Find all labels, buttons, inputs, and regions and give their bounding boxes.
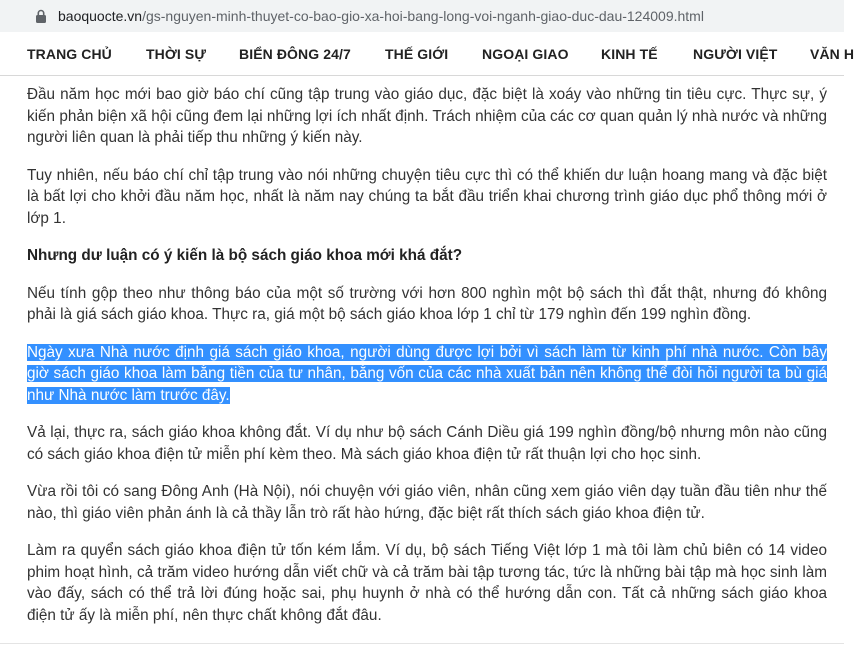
divider [0,643,844,644]
nav-item-nguoi-viet[interactable]: NGƯỜI VIỆT [693,46,778,62]
paragraph: Đầu năm học mới bao giờ báo chí cũng tập trung vào giáo dục, đặc biệt là xoáy vào những tin tiêu cực. Thực sự, ý kiến phản biện xã hội cũng đem lại những lợi ích nhất định. Trách nhiệm của các cơ quan quản lý nhà nước và những người liên quan là phải tiếp thu những ý kiến này. [27,86,827,146]
nav-item-ngoai-giao[interactable]: NGOẠI GIAO [482,46,569,62]
paragraph: Vả lại, thực ra, sách giáo khoa không đắt. Ví dụ như bộ sách Cánh Diều giá 199 nghìn đồng/bộ nhưng môn nào cũng có sách giáo khoa điện tử miễn phí kèm theo. Mà sách giáo khoa điện tử rất thuận lợi cho học sinh. [27,424,827,463]
nav-item-bien-dong[interactable]: BIỂN ĐÔNG 24/7 [239,46,351,62]
highlighted-paragraph[interactable] [27,342,827,407]
interview-question: Nhưng dư luận có ý kiến là bộ sách giáo khoa mới khá đắt? [27,247,463,264]
url-text[interactable] [58,7,704,25]
nav-item-van-hoa[interactable]: VĂN H [810,46,854,62]
nav-item-thoi-su[interactable]: THỜI SỰ [146,46,207,62]
nav-item-the-gioi[interactable]: THẾ GIỚI [385,46,449,62]
lock-icon[interactable] [35,9,47,23]
address-bar[interactable] [0,0,844,32]
url-host: baoquocte.vn [58,8,143,24]
article-body [27,84,827,642]
main-nav [0,32,854,76]
nav-item-kinh-te[interactable]: KINH TẾ [601,46,658,62]
paragraph: Nếu tính gộp theo như thông báo của một số trường với hơn 800 nghìn một bộ sách thì đắt thật, nhưng đó không phải là giá sách giáo khoa. Thực ra, giá một bộ sách giáo khoa lớp 1 chỉ từ 179 nghìn đến 199 nghìn đồng. [27,284,827,323]
url-path: /gs-nguyen-minh-thuyet-co-bao-gio-xa-hoi-bang-long-voi-nganh-giao-duc-dau-124009.html [142,8,704,24]
text-selection[interactable]: Ngày xưa Nhà nước định giá sách giáo khoa, người dùng được lợi bởi vì sách làm từ kinh phí nhà nước. Còn bây giờ sách giáo khoa làm bằng tiền của tư nhân, bằng vốn của các nhà xuất bản nên không thể đòi hỏi người ta bù giá như Nhà nước làm trước đây. [27,343,827,404]
nav-item-trang-chu[interactable]: TRANG CHỦ [27,46,112,62]
paragraph: Vừa rồi tôi có sang Đông Anh (Hà Nội), nói chuyện với giáo viên, nhân cũng xem giáo viên dạy tuần đầu tiên như thế nào, thì giáo viên phản ánh là cả thầy lẫn trò rất hào hứng, đặc biệt rất thích sách giáo khoa điện tử. [27,483,827,522]
paragraph: Làm ra quyển sách giáo khoa điện tử tốn kém lắm. Ví dụ, bộ sách Tiếng Việt lớp 1 mà tôi làm chủ biên có 14 video phim hoạt hình, cả trăm video hướng dẫn viết chữ và cả trăm bài tập tương tác, tức là những bài tập mà học sinh làm vào đấy, sách có thể trả lời đúng hoặc sai, phụ huynh ở nhà có thể hướng dẫn con. Tất cả những sách giáo khoa điện tử ấy là miễn phí, nên thực chất không đắt đâu. [27,542,827,624]
paragraph: Tuy nhiên, nếu báo chí chỉ tập trung vào nói những chuyện tiêu cực thì có thể khiến dư luận hoang mang và đặc biệt là bất lợi cho khởi đầu năm học, nhất là năm nay chúng ta bắt đầu triển khai chương trình giáo dục phổ thông mới ở lớp 1. [27,166,827,227]
